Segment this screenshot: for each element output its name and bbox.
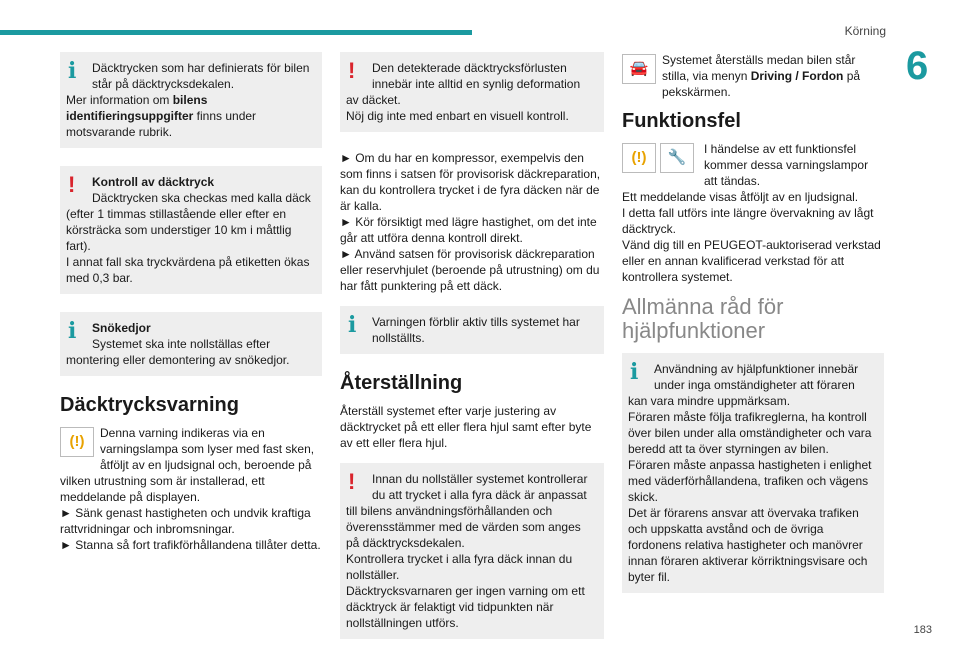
chapter-number: 6 [906, 44, 929, 88]
info-icon: i [68, 58, 77, 84]
car-icon: 🚘 [622, 54, 656, 84]
column-3 [622, 52, 884, 611]
warning-exclamation-icon: ! [348, 469, 356, 494]
warning-exclamation-icon: ! [348, 58, 356, 83]
reset-text: Återställ systemet efter varje justering av däcktrycket på ett eller flera hjul samt efter byte av ett eller flera hjul. [340, 404, 592, 450]
info-box-warning-active: i Varningen förblir aktiv tills systemet har nollställts. [340, 306, 604, 354]
info-icon: i [68, 318, 77, 344]
heading-tyre-warning: Däcktrycksvarning [60, 394, 239, 416]
header-accent-bar [0, 30, 472, 35]
tyre-pressure-warning-icon: (!) [622, 143, 656, 173]
page-number: 183 [913, 624, 932, 636]
section-title: Körning [844, 24, 886, 38]
column-2 [340, 52, 604, 657]
warning-box-deformation: ! Den detekterade däcktrycksförlusten innebär inte alltid en synlig deformation av däcket. Nöj dig inte med enbart en visuell kontroll. [340, 52, 604, 132]
steps-text: ► Om du har en kompressor, exempelvis den som finns i satsen för provisorisk däckreparation, kan du kontrollera trycket i de fyra däcken när de är kalla. ► Kör försiktigt med lägre hastighet, om det inte går att utföra denna kontroll direkt. ► Använd satsen för provisorisk däckreparation eller reservhjulet (beroende på utrustning) om du har fått punktering på ett däck. [340, 151, 601, 293]
warning-box-before-reset: ! Innan du nollställer systemet kontrollerar du att trycket i alla fyra däck är anpassat till bilens användningsförhållanden och överensstämmer med de värden som anges på däcktrycksdekalen. Kontrollera trycket i alla fyra däck innan du nollställer. Däcktrycksvarnaren ger ingen varning om ett däcktryck är felaktigt vid tidpunkten när nollställningen utförs. [340, 463, 604, 639]
info-box-tyre-pressure: i Däcktrycken som har definierats för bilen står på däcktrycksdekalen. Mer information om bilens identifieringsuppgifter finns under motsvarande rubrik. [60, 52, 322, 148]
heading-reset: Återställning [340, 372, 463, 394]
subheading-driving-aids: Allmänna råd för hjälpfunktioner [622, 294, 784, 343]
malfunction-text: (!) 🔧 I händelse av ett funktionsfel kommer dessa varningslampor att tändas. Ett meddelande visas åtföljt av en ljudsignal. I detta fall utförs inte längre övervakning av lågt däcktryck. Vänd dig till en PEUGEOT-auktoriserad verkstad eller en annan kvalificerad verkstad för att kontrollera systemet. [622, 142, 881, 284]
info-icon: i [348, 312, 357, 338]
warning-exclamation-icon: ! [68, 172, 76, 197]
info-box-driving-aids: i Användning av hjälpfunktioner innebär under inga omständigheter att föraren kan vara mindre uppmärksam. Föraren måste följa trafikreglerna, ha kontroll över bilen under alla omständigheter och vara beredd att ta över styrningen av bilen. Föraren måste anpassa hastigheten i enlighet med väderförhållandena, trafiken och vägens skick. Det är förarens ansvar att övervaka trafiken och uppskatta avstånd och de övriga fordonens relativa hastigheter och manövrer innan föraren aktiverar körriktningsvisare och byter fil. [622, 353, 884, 593]
wrench-icon: 🔧 [660, 143, 694, 173]
heading-malfunction: Funktionsfel [622, 110, 741, 132]
warning-box-pressure-check: ! Kontroll av däcktryck Däcktrycken ska checkas med kalla däck (efter 1 timmas stillastående eller efter en körsträcka som understiger 10 km i måttlig fart). I annat fall ska tryckvärdena på etiketten ökas med 0,3 bar. [60, 166, 322, 294]
column-1 [60, 52, 322, 553]
info-icon: i [630, 359, 639, 385]
reset-menu-text: 🚘 Systemet återställs medan bilen står stilla, via menyn Driving / Fordon på pekskärmen. [622, 52, 884, 100]
tyre-pressure-warning-icon: (!) [60, 427, 94, 457]
tyre-warning-text: (!) Denna varning indikeras via en varningslampa som lyser med fast sken, åtföljt av en ljudsignal och, beroende på vilken utrustning som är installerad, ett meddelande på displayen. ► Sänk genast hastigheten och undvik kraftiga rattvridningar och inbromsningar. ► Stanna så fort trafikförhållandena tillåter detta. [60, 426, 321, 552]
info-box-snow-chains: i Snökedjor Systemet ska inte nollställas efter montering eller demontering av snökedjor. [60, 312, 322, 376]
